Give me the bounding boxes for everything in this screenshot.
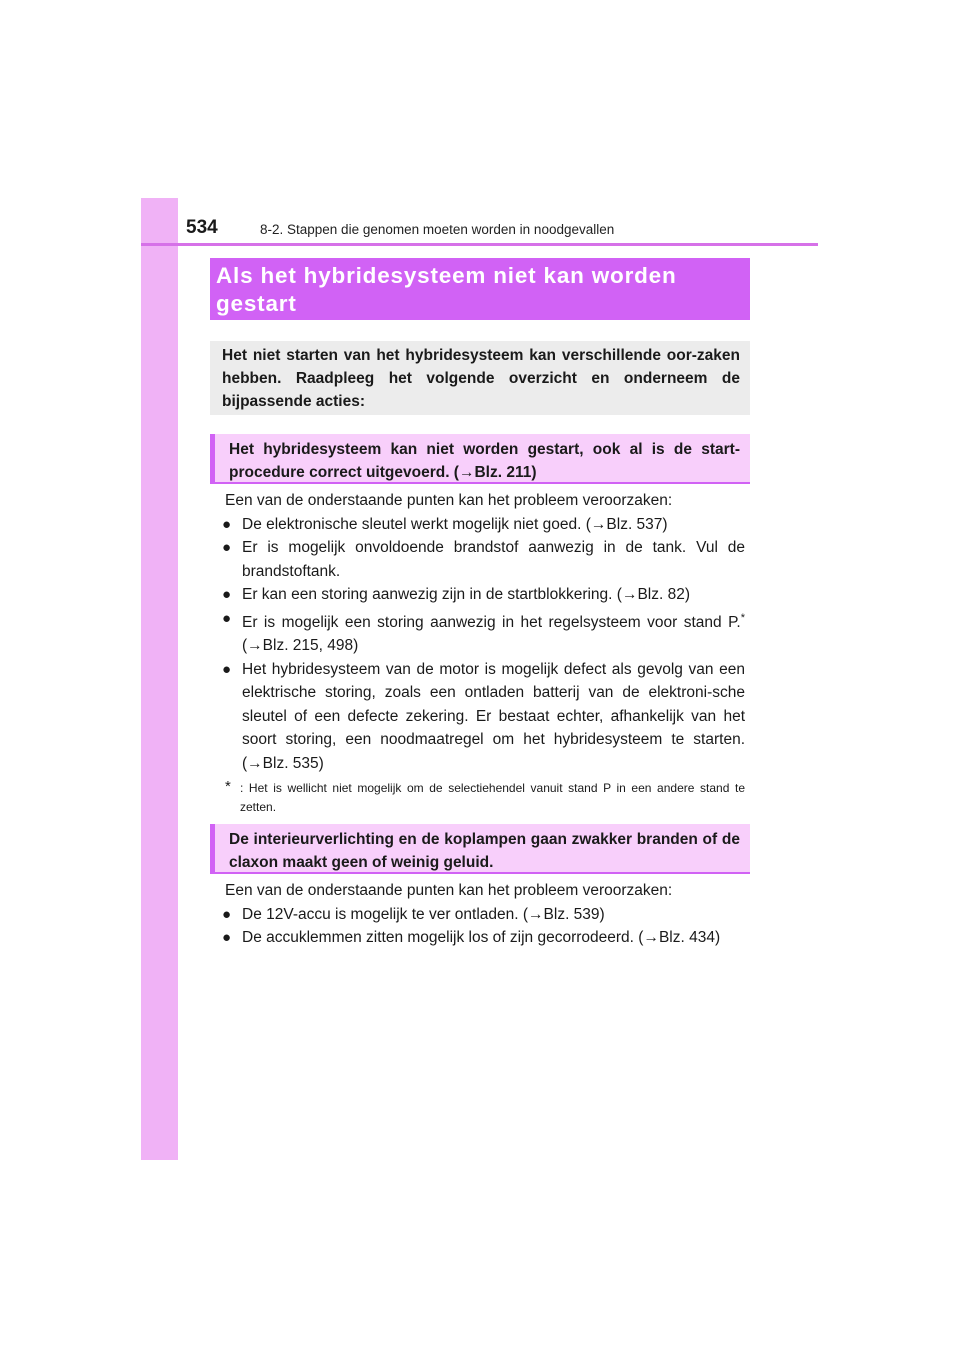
subsection-header-start-failure: Het hybridesysteem kan niet worden gestart, ook al is de start-procedure correct uitgevoerd. (→Blz. 211) <box>210 434 750 484</box>
list-item-text: De accuklemmen zitten mogelijk los of zijn gecorrodeerd. (→Blz. 434) <box>242 929 721 946</box>
list-item <box>210 583 745 607</box>
bullet-icon: ● <box>222 515 232 533</box>
header-divider <box>141 243 818 246</box>
list-item <box>210 926 745 950</box>
list-item <box>210 658 745 776</box>
subsection-body-start-failure <box>210 489 745 817</box>
footnote-asterisk: * <box>225 778 231 796</box>
lead-text: Een van de onderstaande punten kan het probleem veroorzaken: <box>225 492 673 509</box>
bullet-icon: ● <box>222 660 232 678</box>
footnote-text: : Het is wellicht niet mogelijk om de selectiehendel vanuit stand P in een andere stand te zetten. <box>240 781 745 815</box>
bullet-icon: ● <box>222 539 232 556</box>
subsection-header-weak-lights: De interieurverlichting en de koplampen gaan zwakker branden of de claxon maakt geen of weinig geluid. <box>210 824 750 874</box>
subsection-body-weak-lights <box>210 879 745 950</box>
list-item-text: Het hybridesysteem van de motor is mogelijk defect als gevolg van een elektrische storing, zoals een ontladen batterij van de elektroni-sche sleutel of een defecte zekering. Er bestaat echter, afhankelijk van het soort storing, een noodmaatregel om het hybridesysteem te starten. (→Blz. 535) <box>242 660 745 772</box>
bullet-icon: ● <box>222 609 232 627</box>
list-item-text: Er kan een storing aanwezig zijn in de startblokkering. (→Blz. 82) <box>242 586 690 603</box>
intro-box: Het niet starten van het hybridesysteem kan verschillende oor-zaken hebben. Raadpleeg het volgende overzicht en onderneem de bijpassende acties: <box>210 341 750 415</box>
bullet-icon: ● <box>222 929 232 946</box>
list-item <box>210 903 745 927</box>
list-item <box>210 513 745 537</box>
running-title: 8-2. Stappen die genomen moeten worden in noodgevallen <box>260 222 615 237</box>
chapter-side-tab <box>141 198 178 1160</box>
page-number: 534 <box>186 217 218 238</box>
bullet-icon: ● <box>222 586 232 603</box>
list-item-text: Er is mogelijk onvoldoende brandstof aanwezig in de tank. Vul de brandstoftank. <box>242 539 745 580</box>
page-reference: (→Blz. 215, 498) <box>242 637 359 655</box>
section-title: Als het hybridesysteem niet kan worden gestart <box>210 258 750 320</box>
list-item <box>210 607 745 658</box>
bullet-icon: ● <box>222 905 232 923</box>
lead-text: Een van de onderstaande punten kan het probleem veroorzaken: <box>225 882 673 899</box>
footnote <box>210 779 745 817</box>
list-item-text: Er is mogelijk een storing aanwezig in het regelsysteem voor stand P. <box>242 613 741 631</box>
list-item <box>210 536 745 583</box>
list-item-text: De 12V-accu is mogelijk te ver ontladen. (→Blz. 539) <box>242 905 605 923</box>
asterisk-reference: * <box>740 611 745 624</box>
list-item-text: De elektronische sleutel werkt mogelijk niet goed. (→Blz. 537) <box>242 515 668 533</box>
